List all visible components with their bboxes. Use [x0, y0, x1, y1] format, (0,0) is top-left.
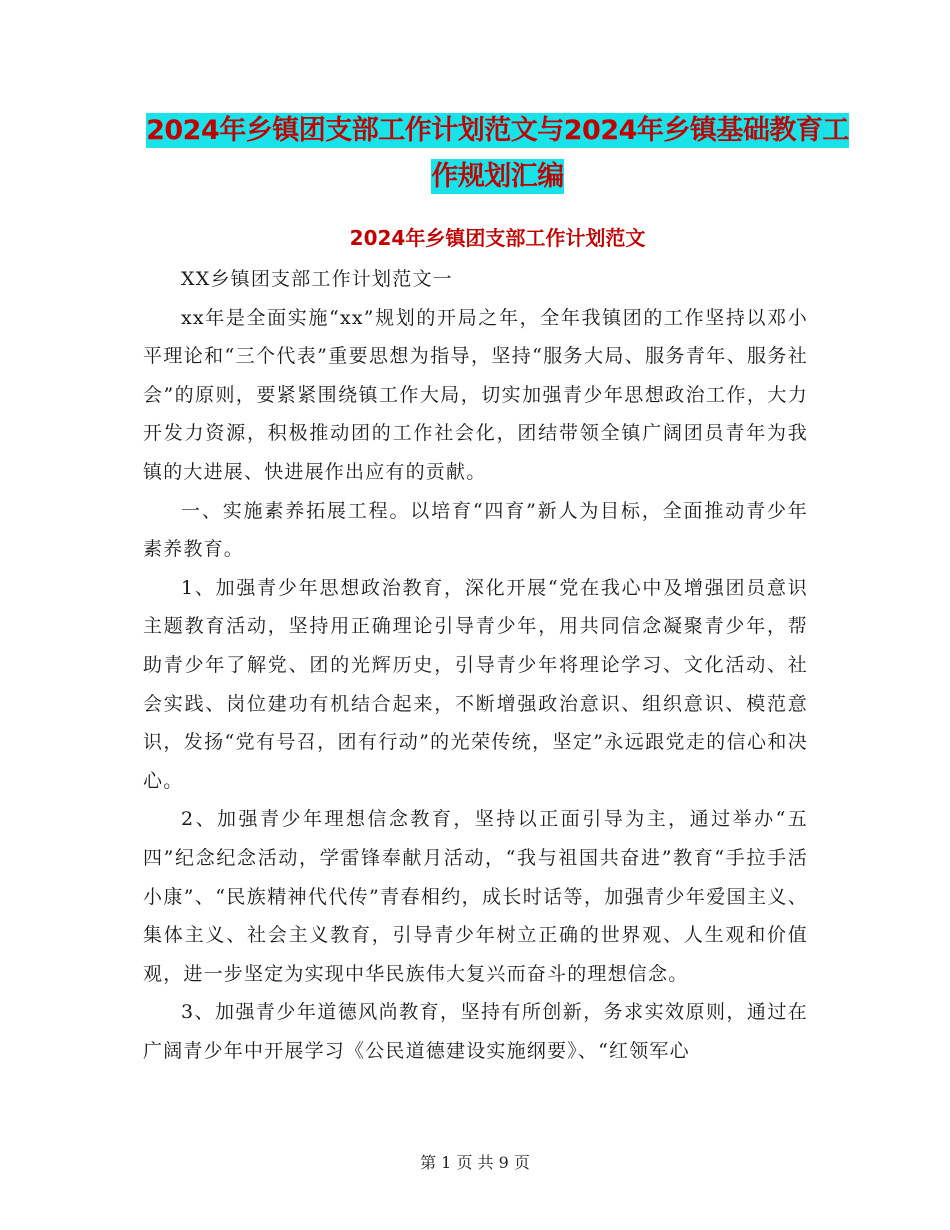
paragraph-1: XX乡镇团支部工作计划范文一 — [181, 268, 453, 290]
paragraph-4: 1、加强青少年思想政治教育，深化开展“党在我心中及增强团员意识主题教育活动，坚持用正确理论引导青少年，用共同信念凝聚青少年，帮助青少年了解党、团的光辉历史，引导青少年将理论学习、文化活动、社会实践、岗位建功有机结合起来，不断增强政治意识、组织意识、模范意识，发扬“党有号召，团有行动”的光荣传统，坚定”永远跟党走的信心和决心。 — [143, 576, 808, 792]
paragraph-6: 3、加强青少年道德风尚教育，坚持有所创新，务求实效原则，通过在广阔青少年中开展学习《公民道德建设实施纲要》、“红领军心 — [143, 1001, 808, 1062]
document-title — [140, 108, 855, 200]
paragraph-3: 一、实施素养拓展工程。以培育“四育”新人为目标，全面推动青少年素养教育。 — [143, 499, 808, 561]
section-title: 2024年乡镇团支部工作计划范文 — [349, 226, 646, 250]
paragraph-5: 2、加强青少年理想信念教育，坚持以正面引导为主，通过举办“五四”纪念纪念活动，学雷锋奉献月活动，“我与祖国共奋进”教育“手拉手活小康”、“民族精神代代传”青春相约，成长时话等，加强青少年爱国主义、集体主义、社会主义教育，引导青少年树立正确的世界观、人生观和价值观，进一步坚定为实现中华民族伟大复兴而奋斗的理想信念。 — [143, 808, 808, 985]
document-body — [143, 260, 808, 1070]
document-title-highlight: 2024年乡镇团支部工作计划范文与2024年乡镇基础教育工作规划汇编 — [146, 115, 849, 192]
paragraph-2: xx年是全面实施“xx”规划的开局之年，全年我镇团的工作坚持以邓小平理论和“三个代表”重要思想为指导，坚持“服务大局、服务青年、服务社会”的原则，要紧紧围绕镇工作大局，切实加强青少年思想政治工作，大力开发力资源，积极推动团的工作社会化，团结带领全镇广阔团员青年为我镇的大进展、快进展作出应有的贡献。 — [143, 306, 808, 483]
page-number-footer: 第 1 页 共 9 页 — [420, 1153, 530, 1172]
